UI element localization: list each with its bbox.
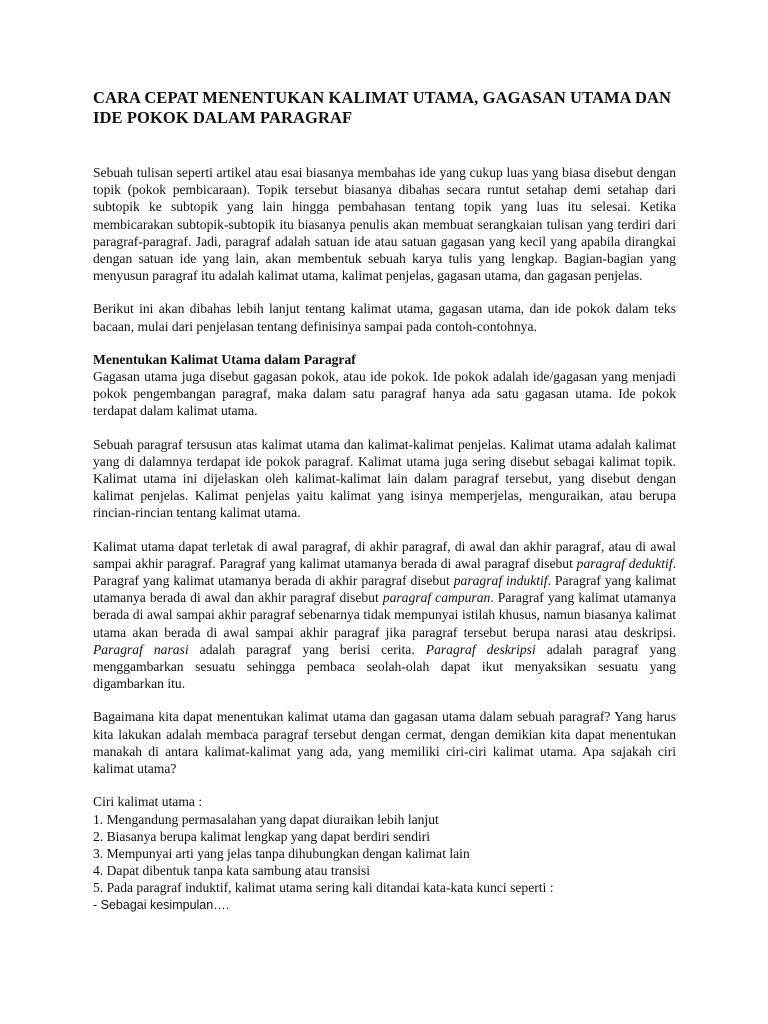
p3-text-3: . Paragraf yang kalimat utamanya berada di awal dan akhir paragraf disebut: [93, 573, 676, 606]
section-paragraph-2: Sebuah paragraf tersusun atas kalimat utama dan kalimat-kalimat penjelas. Kalimat utama adalah kalimat yang di dalamnya terdapat ide pokok paragraf. Kalimat utama juga sering disebut sebagai kalimat topik. Kalimat utama ini dijelaskan oleh kalimat-kalimat lain dalam paragraf tersebut, yang disebut dengan kalimat penjelas. Kalimat penjelas yaitu kalimat yang isinya memperjelas, menguraikan, atau berupa rincian-rincian tentang kalimat utama.: [93, 436, 676, 521]
p3-text-5: adalah paragraf yang berisi cerita.: [188, 641, 426, 657]
kesimpulan-line: - Sebagai kesimpulan….: [93, 897, 230, 912]
document-title: CARA CEPAT MENENTUKAN KALIMAT UTAMA, GAGASAN UTAMA DAN IDE POKOK DALAM PARAGRAF: [93, 88, 672, 127]
p3-text-2: . Paragraf yang kalimat utamanya berada di akhir paragraf disebut: [93, 555, 676, 589]
list-item: 5. Pada paragraf induktif, kalimat utama sering kali ditandai kata-kata kunci seperti :: [93, 880, 554, 896]
intro-paragraph-2: Berikut ini akan dibahas lebih lanjut tentang kalimat utama, gagasan utama, dan ide pokok dalam teks bacaan, mulai dari penjelasan tentang definisinya sampai pada contoh-contohnya.: [93, 301, 676, 334]
section-paragraph-1: Gagasan utama juga disebut gagasan pokok, atau ide pokok. Ide pokok adalah ide/gagasan yang menjadi pokok pengembangan paragraf, maka dalam satu paragraf hanya ada satu gagasan utama. Ide pokok terdapat dalam kalimat utama.: [93, 369, 676, 419]
section-heading: Menentukan Kalimat Utama dalam Paragraf: [93, 351, 356, 367]
intro-paragraph-1: Sebuah tulisan seperti artikel atau esai biasanya membahas ide yang cukup luas yang biasa disebut dengan topik (pokok pembicaraan). Topik tersebut biasanya dibahas secara runtut setahap demi setahap dari subtopik ke subtopik yang lain hingga pembahasan tentang topik yang luas itu selesai. Ketika membicarakan subtopik-subtopik itu biasanya penulis akan membuat serangkaian tulisan yang terdiri dari paragraf-paragraf. Jadi, paragraf adalah satuan ide atau satuan gagasan yang kecil yang apabila dirangkai dengan satuan ide yang lain, akan membentuk sebuah karya tulis yang lengkap. Bagian-bagian yang menyusun paragraf itu adalah kalimat utama, kalimat penjelas, gagasan utama, dan gagasan penjelas.: [93, 165, 676, 284]
list-item: 1. Mengandung permasalahan yang dapat diuraikan lebih lanjut: [93, 811, 439, 827]
p3-text-4: . Paragraf yang kalimat utamanya berada di awal sampai akhir paragraf sebenarnya tidak mempunyai istilah khusus, namun biasanya kalimat utama akan berada di awal sampai akhir paragraf jika paragraf tersebut berupa narasi atau deskripsi.: [93, 590, 676, 640]
ciri-list: [93, 811, 676, 897]
term-paragraf-narasi: Paragraf narasi: [93, 641, 189, 657]
list-item: 2. Biasanya berupa kalimat lengkap yang dapat berdiri sendiri: [93, 828, 431, 844]
p3-text-6: adalah paragraf yang menggambarkan sesuatu sehingga pembaca seolah-olah dapat ikut menyaksikan sesuatu yang digambarkan itu.: [93, 641, 676, 692]
section-paragraph-3: [93, 538, 676, 693]
section-paragraph-4: Bagaimana kita dapat menentukan kalimat utama dan gagasan utama dalam sebuah paragraf? Yang harus kita lakukan adalah membaca paragraf tersebut dengan cermat, dengan demikian kita dapat menentukan manakah di antara kalimat-kalimat yang ada, yang memiliki ciri-ciri kalimat utama. Apa sajakah ciri kalimat utama?: [93, 709, 676, 777]
term-paragraf-induktif: paragraf induktif: [453, 573, 548, 589]
list-item: 4. Dapat dibentuk tanpa kata sambung atau transisi: [93, 863, 371, 879]
term-paragraf-campuran: paragraf campuran: [382, 590, 491, 606]
p3-text-1: Kalimat utama dapat terletak di awal paragraf, di akhir paragraf, di awal dan akhir paragraf, atau di awal sampai akhir paragraf. Paragraf yang kalimat utamanya berada di awal paragraf disebut: [93, 538, 676, 571]
list-item: 3. Mempunyai arti yang jelas tanpa dihubungkan dengan kalimat lain: [93, 845, 470, 861]
term-paragraf-deskripsi: Paragraf deskripsi: [425, 641, 536, 657]
term-paragraf-deduktif: paragraf deduktif: [576, 555, 673, 571]
ciri-title: Ciri kalimat utama :: [93, 794, 203, 810]
